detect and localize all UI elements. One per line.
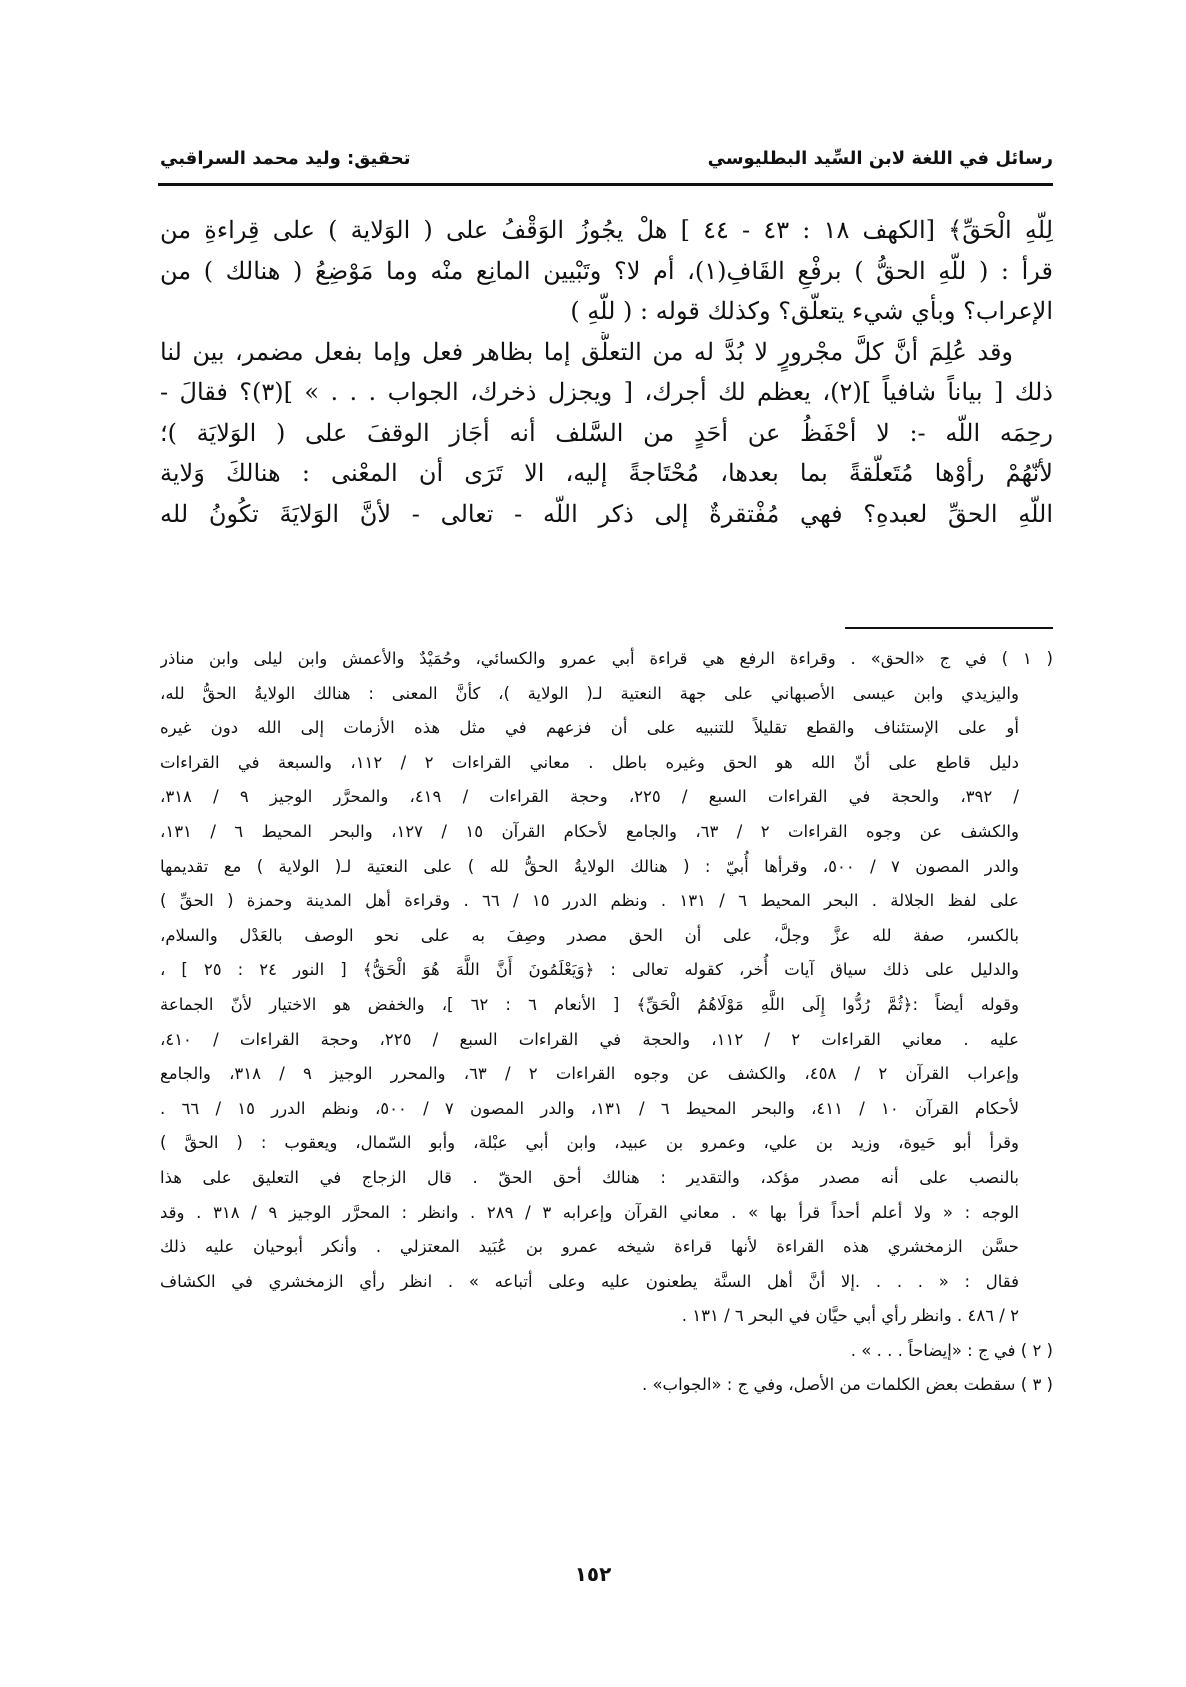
running-header: [160, 148, 1053, 178]
footnote-1-line: لأحكام القرآن ١٠ / ٤١١، والبحر المحيط ٦ / ١٣١، والدر المصون ٧ / ٥٠٠، ونظم الدرر ١٥ / ٦٦ .: [160, 1098, 1019, 1118]
footnote-1-line: وإعراب القرآن ٢ / ٤٥٨، والكشف عن وجوه القراءات ٢ / ٦٣، والمحرر الوجيز ٩ / ٣١٨، والجامع: [160, 1064, 1019, 1084]
footnote-1-line: الوجه : « ولا أعلم أحداً قرأ بها » . معاني القرآن وإعرابه ٣ / ٢٨٩ . وانظر : المحرَّر الوجيز ٩ / ٣١٨ . وقد: [160, 1202, 1019, 1222]
footnote-1-line: وقرأ أبو حَيوة، وزيد بن علي، وعمرو بن عبيد، وابن أبي عبْلة، وأبو السّمال، ويعقوب : ( الحقَّ ): [160, 1133, 1019, 1153]
footnote-1-line: على لفظ الجلالة . البحر المحيط ٦ / ١٣١ . ونظم الدرر ١٥ / ٦٦ . وقراءة أهل المدينة وحمزة ( الحقِّ ): [160, 891, 1019, 911]
main-text: [160, 210, 1053, 534]
footnote-1-line: عليه . معاني القراءات ٢ / ١١٢، والحجة في القراءات السبع / ٢٢٥، وحجة القراءات / ٤١٠،: [160, 1029, 1019, 1049]
main-line: لِلّهِ الْحَقِّ﴾ [الكهف ١٨ : ٤٣ - ٤٤ ] هلْ يجُوزُ الوَقْفُ على ( الوَلاية ) على قِراءةِ من: [160, 216, 1053, 244]
footnote-1-line: ( ١ ) في ج «الحق» . وقراءة الرفع هي قراءة أبي عمرو والكسائي، وحُمَيْدٌ والأعمش وابن ليلى وابن مناذر: [160, 649, 1053, 668]
header-rule: [158, 183, 1053, 186]
main-line: الإعراب؟ وبأي شيء يتعلّق؟ وكذلك قوله : ( للّهِ ): [570, 297, 1053, 325]
footnote-3: ( ٣ ) سقطت بعض الكلمات من الأصل، وفي ج : «الجواب» .: [641, 1375, 1053, 1395]
footnote-1-line: دليل قاطع على أنّ الله هو الحق وغيره باطل . معاني القراءات ٢ / ١١٢، والسبعة في القراءات: [160, 752, 1019, 772]
footnote-2: ( ٢ ) في ج : «إيضاحاً . . . » .: [850, 1340, 1053, 1360]
footnote-1-line: والدر المصون ٧ / ٥٠٠، وقرأها أُبيّ : ( هنالك الولايةُ الحقُّ لله ) على النعتية لـ( الولاية ) مع تقديمها: [160, 856, 1019, 876]
footnote-1-line: وقوله أيضاً :﴿ثُمَّ رُدُّوا إِلَى اللَّهِ مَوْلَاهُمُ الْحَقِّ﴾ [ الأنعام ٦ : ٦٢ ]، والخفض هو الاختيار لأنّ الجماعة: [160, 994, 1019, 1014]
editor-credit: تحقيق: وليد محمد السراقبي: [160, 148, 411, 169]
footnote-1-line: ٢ / ٤٨٦ . وانظر رأي أبي حيَّان في البحر ٦ / ١٣١ .: [681, 1306, 1019, 1326]
main-line: رحِمَه اللّه -: لا أحْفَظُ عن أحَدٍ من السَّلف أنه أجَاز الوقفَ على ( الوَلايَة )؛: [160, 418, 1053, 447]
footnote-1-line: / ٣٩٢، والحجة في القراءات السبع / ٢٢٥، وحجة القراءات / ٤١٩، والمحرَّر الوجيز ٩ / ٣١٨،: [160, 787, 1019, 807]
main-line: لأنّهُمْ رأوْها مُتَعلّقةً بما بعدها، مُحْتَاجةً إليه، الا تَرَى أن المعْنى : هنالكَ وَلاية: [160, 459, 1053, 487]
main-line: وقد عُلِمَ أنَّ كلَّ مجْرورٍ لا بُدَّ له من التعلُّق إما بظاهر فعل وإما بفعل مضمر، بين لنا: [160, 337, 1014, 366]
footnote-1-line: أو على الإستئناف والقطع تقليلاً للتنبيه على أن فزعهم في مثل هذه الأزمات إلى الله دون غيره: [160, 718, 1019, 738]
footnote-1-line: فقال : « . . . .إلا أنَّ أهل السنَّة يطعنون عليه وعلى أتباعه » . انظر رأي الزمخشري في الكشاف: [160, 1271, 1019, 1291]
footnote-1-line: والكشف عن وجوه القراءات ٢ / ٦٣، والجامع لأحكام القرآن ١٥ / ١٢٧، والبحر المحيط ٦ / ١٣١،: [160, 821, 1019, 841]
footnote-rule: [845, 627, 1053, 629]
footnote-1-line: واليزيدي وابن عيسى الأصبهاني على جهة النعتية لـ( الولاية )، كأنَّ المعنى : هنالك الولايةُ الحقُّ لله،: [160, 683, 1019, 703]
footnote-1-line: والدليل على ذلك سياق آيات أُخر، كقوله تعالى : ﴿وَيَعْلَمُونَ أَنَّ اللَّهَ هُوَ الْحَقُّ﴾ [ النور ٢٤ : ٢٥ ] ،: [160, 960, 1019, 980]
page-number: ١٥٢: [574, 1562, 612, 1586]
main-line: قرأ : ( للّهِ الحقُّ ) برفْعِ القَافِ(١)، أم لا؟ وتَبْيين المانِع منْه وما مَوْضِعُ ( هنالك ) من: [160, 256, 1053, 285]
main-line: اللّهِ الحقِّ لعبدهِ؟ فهي مُفْتقرةٌ إلى ذكر اللّه - تعالى - لأنَّ الوَلايَةَ تكُونُ لله: [160, 499, 1053, 528]
book-title: رسائل في اللغة لابن السِّيد البطليوسي: [707, 148, 1053, 169]
footnotes: [160, 642, 1053, 1403]
footnote-1-line: بالكسر، صفة لله عزَّ وجلَّ، على أن الحق مصدر وصِفَ به على نحو الوصف بالعَدْل والسلام،: [160, 925, 1019, 945]
main-line: ذلك [ بياناً شافياً ](٢)، يعظم لك أجرك، [ ويجزل ذخرك، الجواب . . . » ](٣)؟ فقالَ -: [160, 378, 1053, 406]
footnote-1-line: بالنصب على أنه مصدر مؤكد، والتقدير : هنالك أحق الحقّ . قال الزجاج في التعليق على هذا: [160, 1167, 1019, 1187]
footnote-1-line: حسَّن الزمخشري هذه القراءة لأنها قراءة شيخه عمرو بن عُبَيد المعتزلي . وأنكر أبوحيان عليه ذلك: [160, 1237, 1019, 1257]
